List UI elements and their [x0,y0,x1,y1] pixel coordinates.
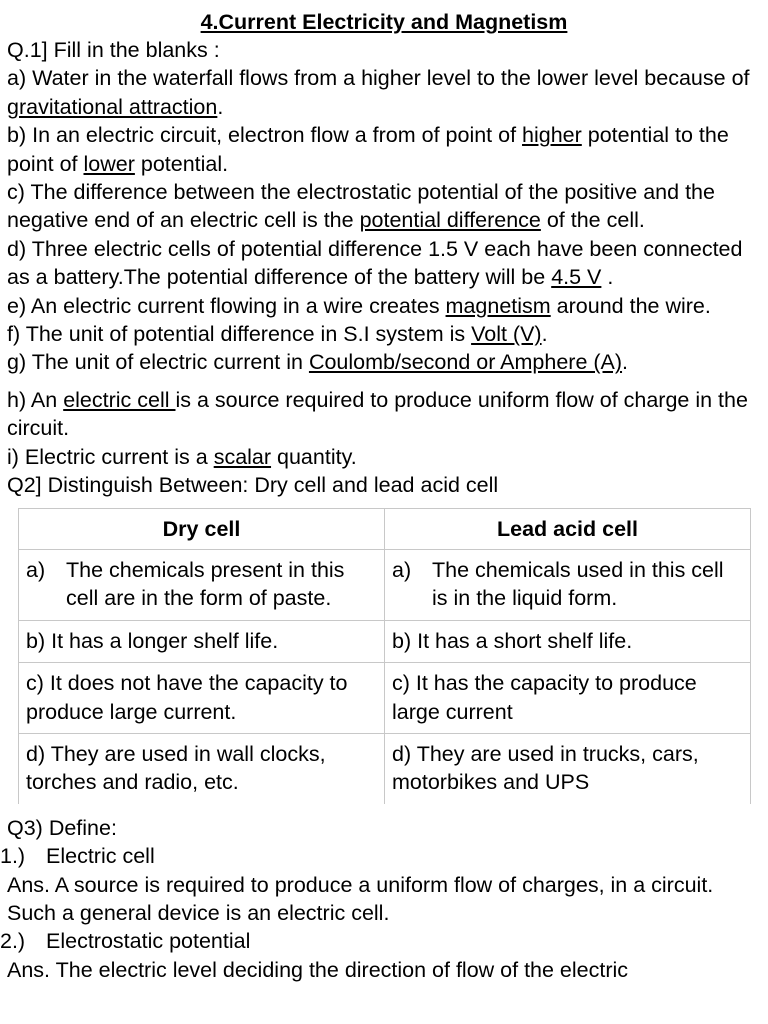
q1-e-text: e) An electric current flowing in a wire creates [7,293,446,318]
item-number: 2.) [0,929,26,954]
q1-item-c [7,178,760,235]
q3-item-1 [0,842,768,870]
q1-h-blank: electric cell [63,387,176,412]
cell-text: The chemicals present in this cell are in the form of paste. [66,557,345,611]
q3-section [0,814,768,984]
q1-e-blank: magnetism [445,293,551,318]
q1-b-blank-2: lower [83,151,135,176]
row-label: a) [392,557,412,582]
q1-i-blank: scalar [213,444,272,469]
table-cell [385,549,751,620]
q1-c-text: c) The difference between the electrostatic potential of the positive and the negative end of an electric cell is the [7,180,715,233]
table-cell: c) It has the capacity to produce large current [385,663,751,734]
table-cell: c) It does not have the capacity to produce large current. [19,663,385,734]
q1-item-h [7,386,760,443]
q1-item-a [7,64,760,121]
table-header-row [19,508,751,549]
q1-f-text: f) The unit of potential difference in S.I system is [7,322,472,347]
q2-heading: Q2] Distinguish Between: Dry cell and lead acid cell [7,473,499,498]
q1-f-end: . [541,322,548,347]
table-cell: d) They are used in trucks, cars, motorbikes and UPS [385,733,751,803]
q1-e-end: around the wire. [550,293,711,318]
q1-i-end: quantity. [271,444,357,469]
q1-h-end: is a source required to produce uniform flow of charge in the circuit. [7,387,748,441]
table-cell: b) It has a short shelf life. [385,620,751,662]
q3-item-2 [0,927,768,955]
header-lead-acid-cell: Lead acid cell [385,508,751,549]
q1-c-end: of the cell. [540,208,645,233]
item-term: Electric cell [46,844,155,869]
comparison-table [18,508,751,804]
q3-heading: Q3) Define: [7,815,117,840]
item-term: Electrostatic potential [46,929,251,954]
q1-d-blank: 4.5 V [551,265,602,290]
table-row [19,549,751,620]
item-number: 1.) [0,844,26,869]
q1-b-blank-1: higher [522,123,582,148]
q1-a-blank: gravitational attraction [7,94,218,119]
q1-a-text: a) Water in the waterfall flows from a higher level to the lower level because of [7,66,750,91]
q3-answer-2: Ans. The electric level deciding the direction of flow of the electric [7,957,629,982]
q1-item-b [7,121,760,178]
table-cell [19,549,385,620]
table-cell: b) It has a longer shelf life. [19,620,385,662]
table-cell: d) They are used in wall clocks, torches and radio, etc. [19,733,385,803]
q1-item-d [7,235,760,292]
q1-item-g [7,348,760,376]
cell-text: The chemicals used in this cell is in the liquid form. [432,557,724,611]
q1-a-end: . [217,94,224,119]
q1-section [0,36,768,500]
q1-item-i [7,443,760,471]
header-dry-cell: Dry cell [19,508,385,549]
spacer [7,377,760,386]
q1-heading: Q.1] Fill in the blanks : [7,38,220,62]
q1-g-end: . [622,350,629,375]
table-row [19,620,751,662]
q1-b-end: potential. [134,151,229,176]
q1-f-blank: Volt (V) [471,322,542,347]
q1-i-text: i) Electric current is a [7,444,214,469]
q1-g-text: g) The unit of electric current in [7,350,309,375]
q3-answer-1: Ans. A source is required to produce a uniform flow of charges, in a circuit. Such a general device is an electric cell. [7,872,714,925]
q1-item-f [7,320,760,348]
q1-h-text: h) An [7,387,64,412]
table-row [19,733,751,803]
row-label: a) [26,557,46,582]
q1-item-e [7,292,760,320]
table-row [19,663,751,734]
q1-d-end: . [601,265,614,290]
q1-b-text: b) In an electric circuit, electron flow a from of point of [7,123,523,148]
q1-d-text: d) Three electric cells of potential difference 1.5 V each have been connected as a battery.The potential difference of the battery will be [7,236,743,290]
q1-g-blank: Coulomb/second or Amphere (A) [308,350,623,375]
q1-c-blank: potential difference [359,208,541,233]
page-title: 4.Current Electricity and Magnetism [200,10,568,34]
q1-b-mid: potential to the point of [7,123,729,176]
